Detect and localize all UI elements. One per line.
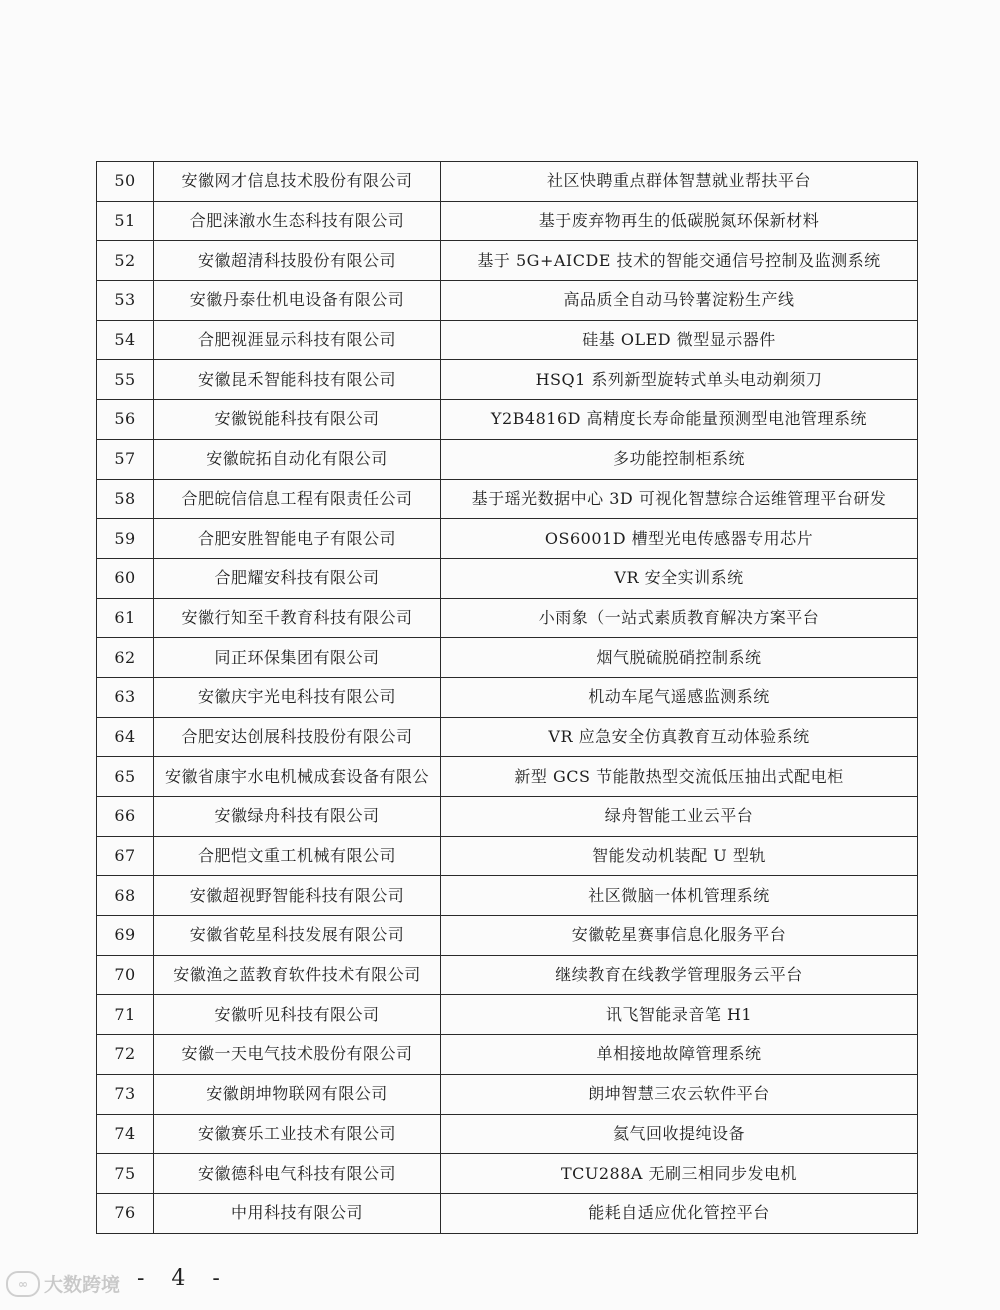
table-row (97, 320, 918, 360)
company-name: 安徽朗坤物联网有限公司 (154, 1074, 441, 1114)
product-name: 硅基 OLED 微型显示器件 (441, 320, 918, 360)
company-name: 安徽绿舟科技有限公司 (154, 797, 441, 837)
product-name: 基于废弃物再生的低碳脱氮环保新材料 (441, 201, 918, 241)
table-row (97, 797, 918, 837)
company-name: 安徽一天电气技术股份有限公司 (154, 1035, 441, 1075)
company-name: 合肥安胜智能电子有限公司 (154, 519, 441, 559)
product-name: 社区微脑一体机管理系统 (441, 876, 918, 916)
table-row (97, 400, 918, 440)
table-row (97, 598, 918, 638)
watermark (6, 1270, 120, 1297)
company-name: 同正环保集团有限公司 (154, 638, 441, 678)
company-name: 安徽省乾星科技发展有限公司 (154, 916, 441, 956)
product-name: 能耗自适应优化管控平台 (441, 1193, 918, 1233)
company-name: 安徽庆宇光电科技有限公司 (154, 677, 441, 717)
table-row (97, 201, 918, 241)
company-name: 安徽网才信息技术股份有限公司 (154, 162, 441, 202)
page-number: - 4 - (137, 1266, 230, 1291)
row-number: 63 (97, 677, 154, 717)
company-name: 安徽渔之蓝教育软件技术有限公司 (154, 955, 441, 995)
company-name: 安徽锐能科技有限公司 (154, 400, 441, 440)
product-name: HSQ1 系列新型旋转式单头电动剃须刀 (441, 360, 918, 400)
watermark-text: 大数跨境 (44, 1274, 121, 1296)
table-row (97, 717, 918, 757)
row-number: 66 (97, 797, 154, 837)
product-name: 机动车尾气遥感监测系统 (441, 677, 918, 717)
row-number: 59 (97, 519, 154, 559)
product-name: 新型 GCS 节能散热型交流低压抽出式配电柜 (441, 757, 918, 797)
row-number: 50 (97, 162, 154, 202)
company-product-table (96, 161, 918, 1234)
row-number: 75 (97, 1154, 154, 1194)
product-name: VR 安全实训系统 (441, 558, 918, 598)
row-number: 69 (97, 916, 154, 956)
row-number: 74 (97, 1114, 154, 1154)
product-name: 氦气回收提纯设备 (441, 1114, 918, 1154)
table-row (97, 241, 918, 281)
product-name: 智能发动机装配 U 型轨 (441, 836, 918, 876)
table-row (97, 1035, 918, 1075)
product-name: 高品质全自动马铃薯淀粉生产线 (441, 281, 918, 321)
company-name: 合肥安达创展科技股份有限公司 (154, 717, 441, 757)
table-row (97, 1154, 918, 1194)
watermark-logo-icon: ∞ (6, 1271, 40, 1297)
company-name: 安徽听见科技有限公司 (154, 995, 441, 1035)
product-name: 继续教育在线教学管理服务云平台 (441, 955, 918, 995)
company-name: 安徽丹泰仕机电设备有限公司 (154, 281, 441, 321)
table-row (97, 479, 918, 519)
company-name: 安徽赛乐工业技术有限公司 (154, 1114, 441, 1154)
table-row (97, 360, 918, 400)
table-row (97, 1074, 918, 1114)
row-number: 65 (97, 757, 154, 797)
row-number: 55 (97, 360, 154, 400)
row-number: 51 (97, 201, 154, 241)
row-number: 72 (97, 1035, 154, 1075)
table-row (97, 1193, 918, 1233)
table-row (97, 1114, 918, 1154)
row-number: 76 (97, 1193, 154, 1233)
product-name: 多功能控制柜系统 (441, 439, 918, 479)
table-body (97, 162, 918, 1234)
row-number: 53 (97, 281, 154, 321)
company-name: 合肥耀安科技有限公司 (154, 558, 441, 598)
row-number: 70 (97, 955, 154, 995)
table-row (97, 677, 918, 717)
product-name: 小雨象（一站式素质教育解决方案平台 (441, 598, 918, 638)
company-name: 安徽皖拓自动化有限公司 (154, 439, 441, 479)
product-name: 单相接地故障管理系统 (441, 1035, 918, 1075)
product-name: 烟气脱硫脱硝控制系统 (441, 638, 918, 678)
product-name: Y2B4816D 高精度长寿命能量预测型电池管理系统 (441, 400, 918, 440)
table-row (97, 638, 918, 678)
table-row (97, 162, 918, 202)
row-number: 52 (97, 241, 154, 281)
product-name: 讯飞智能录音笔 H1 (441, 995, 918, 1035)
product-name: 安徽乾星赛事信息化服务平台 (441, 916, 918, 956)
table-row (97, 876, 918, 916)
row-number: 58 (97, 479, 154, 519)
row-number: 71 (97, 995, 154, 1035)
company-name: 合肥皖信信息工程有限责任公司 (154, 479, 441, 519)
product-name: 朗坤智慧三农云软件平台 (441, 1074, 918, 1114)
row-number: 73 (97, 1074, 154, 1114)
row-number: 67 (97, 836, 154, 876)
company-name: 安徽行知至千教育科技有限公司 (154, 598, 441, 638)
table-row (97, 439, 918, 479)
product-name: 绿舟智能工业云平台 (441, 797, 918, 837)
product-name: VR 应急安全仿真教育互动体验系统 (441, 717, 918, 757)
table-row (97, 281, 918, 321)
table-row (97, 519, 918, 559)
company-name: 中用科技有限公司 (154, 1193, 441, 1233)
company-name: 安徽德科电气科技有限公司 (154, 1154, 441, 1194)
table-row (97, 995, 918, 1035)
product-name: 基于 5G+AICDE 技术的智能交通信号控制及监测系统 (441, 241, 918, 281)
company-name: 合肥涞澈水生态科技有限公司 (154, 201, 441, 241)
table-row (97, 836, 918, 876)
company-name: 安徽超清科技股份有限公司 (154, 241, 441, 281)
company-name: 安徽超视野智能科技有限公司 (154, 876, 441, 916)
row-number: 57 (97, 439, 154, 479)
table-row (97, 757, 918, 797)
company-name: 合肥恺文重工机械有限公司 (154, 836, 441, 876)
row-number: 56 (97, 400, 154, 440)
company-name: 安徽昆禾智能科技有限公司 (154, 360, 441, 400)
row-number: 62 (97, 638, 154, 678)
company-name: 安徽省康宇水电机械成套设备有限公 (154, 757, 441, 797)
product-name: OS6001D 槽型光电传感器专用芯片 (441, 519, 918, 559)
row-number: 54 (97, 320, 154, 360)
row-number: 61 (97, 598, 154, 638)
table-row (97, 558, 918, 598)
product-name: TCU288A 无刷三相同步发电机 (441, 1154, 918, 1194)
row-number: 64 (97, 717, 154, 757)
product-name: 基于瑶光数据中心 3D 可视化智慧综合运维管理平台研发 (441, 479, 918, 519)
table-row (97, 916, 918, 956)
product-name: 社区快聘重点群体智慧就业帮扶平台 (441, 162, 918, 202)
row-number: 68 (97, 876, 154, 916)
row-number: 60 (97, 558, 154, 598)
table-row (97, 955, 918, 995)
company-name: 合肥视涯显示科技有限公司 (154, 320, 441, 360)
